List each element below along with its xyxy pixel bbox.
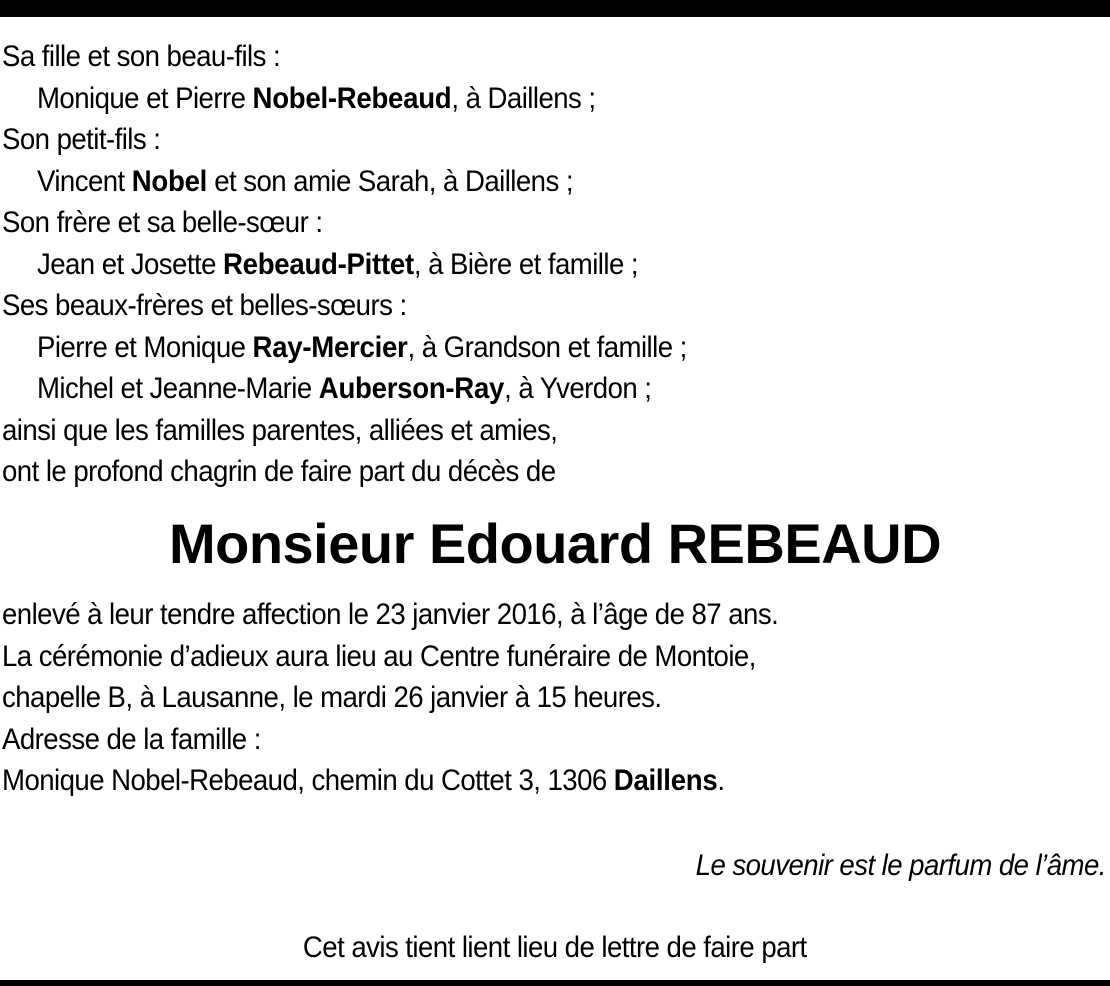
member-surname: Rebeaud-Pittet	[222, 247, 414, 281]
relation-heading: Son frère et sa belle-sœur :	[2, 206, 323, 239]
family-member	[2, 327, 1014, 369]
details-line: chapelle B, à Lausanne, le mardi 26 janvier à 15 heures.	[2, 681, 662, 714]
member-surname: Auberson-Ray	[318, 372, 505, 405]
family-member	[2, 368, 1014, 410]
relation-heading: Ses beaux-frères et belles-sœurs :	[2, 289, 407, 322]
closing-line: ont le profond chagrin de faire part du décès de	[2, 455, 556, 488]
member-surname: Nobel	[131, 164, 208, 198]
relation-heading: Sa fille et son beau-fils :	[2, 40, 281, 73]
member-text: Michel et Jeanne-Marie	[36, 372, 319, 405]
member-surname: Nobel-Rebeaud	[252, 81, 452, 115]
details-block	[2, 594, 1014, 802]
family-member	[2, 78, 1014, 120]
member-text: Monique et Pierre	[36, 81, 253, 115]
details-line: Adresse de la famille :	[2, 722, 261, 756]
member-text: et son amie Sarah, à Daillens ;	[207, 164, 573, 198]
closing-line: ainsi que les familles parentes, alliées et amies,	[2, 413, 558, 447]
member-text: , à Bière et famille ;	[413, 247, 638, 281]
address-text: Monique Nobel-Rebeaud, chemin du Cottet 3, 1306	[2, 764, 614, 797]
footer-note-wrapper	[0, 928, 1110, 968]
member-text: Vincent	[36, 164, 132, 198]
family-address	[2, 760, 1014, 802]
footer-note: Cet avis tient lient lieu de lettre de faire part	[303, 931, 807, 964]
top-rule	[0, 0, 1110, 17]
bottom-rule	[0, 980, 1110, 986]
member-text: , à Yverdon ;	[504, 372, 652, 405]
details-line: La cérémonie d’adieux aura lieu au Centre funéraire de Montoie,	[2, 639, 756, 673]
member-surname: Ray-Mercier	[252, 330, 408, 364]
member-text: Jean et Josette	[36, 247, 223, 281]
address-text: .	[717, 764, 725, 797]
member-text: Pierre et Monique	[36, 330, 253, 364]
address-city: Daillens	[613, 764, 718, 797]
deceased-name: Monsieur Edouard REBEAUD	[168, 512, 942, 575]
details-line: enlevé à leur tendre affection le 23 janvier 2016, à l’âge de 87 ans.	[2, 598, 779, 631]
quote: Le souvenir est le parfum de l’âme.	[695, 849, 1106, 882]
relation-heading: Son petit-fils :	[2, 123, 161, 156]
member-text: , à Grandson et famille ;	[407, 330, 687, 364]
family-member	[2, 161, 1014, 203]
member-text: , à Daillens ;	[451, 81, 596, 115]
family-list	[2, 36, 1014, 493]
family-member	[2, 244, 1014, 286]
